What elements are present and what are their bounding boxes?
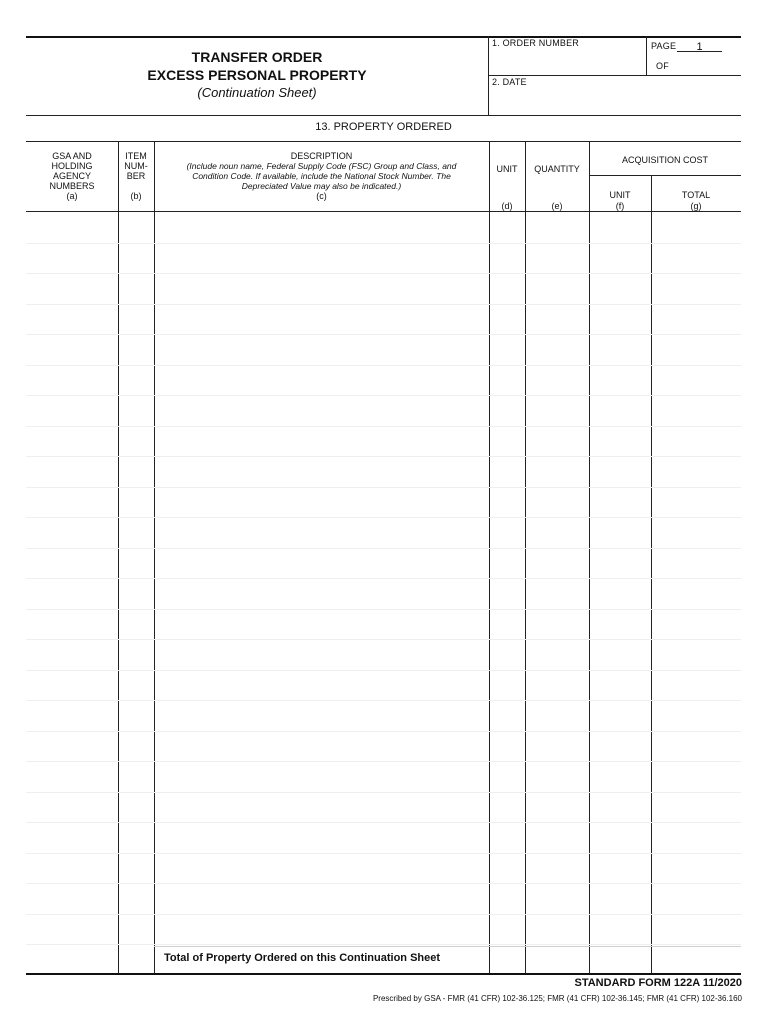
column-c-note2: Condition Code. If available, include the National Stock Number. The bbox=[192, 171, 451, 181]
column-e-label: QUANTITY bbox=[534, 164, 580, 174]
column-c-letter: (c) bbox=[316, 191, 327, 201]
column-b-line1: ITEM bbox=[125, 151, 147, 161]
entry-guide-line bbox=[26, 883, 741, 884]
column-f-label: UNIT bbox=[609, 190, 631, 200]
acquisition-cost-label: ACQUISITION COST bbox=[621, 155, 708, 165]
header-bottom-border bbox=[26, 115, 741, 116]
entry-guide-line bbox=[26, 700, 741, 701]
entry-guide-line bbox=[26, 426, 741, 427]
column-b-line2: NUM- bbox=[124, 161, 148, 171]
header-mid-line bbox=[488, 75, 741, 76]
entry-guide-line bbox=[26, 395, 741, 396]
property-entry-area[interactable] bbox=[26, 212, 741, 945]
total-cost-field[interactable] bbox=[651, 947, 741, 972]
column-c-note1: (Include noun name, Federal Supply Code (FSC) Group and Class, and bbox=[186, 161, 457, 171]
entry-guide-line bbox=[26, 243, 741, 244]
column-a-letter: (a) bbox=[66, 191, 78, 201]
total-unit-field[interactable] bbox=[489, 947, 525, 972]
form-subtitle: (Continuation Sheet) bbox=[197, 85, 317, 100]
entry-guide-line bbox=[26, 578, 741, 579]
column-f-letter: (f) bbox=[615, 201, 625, 211]
entry-guide-line bbox=[26, 517, 741, 518]
of-field[interactable] bbox=[677, 56, 722, 72]
of-label: OF bbox=[656, 61, 669, 71]
column-e-letter: (e) bbox=[551, 201, 563, 211]
entry-guide-line bbox=[26, 365, 741, 366]
total-quantity-field[interactable] bbox=[525, 947, 589, 972]
column-g-letter: (g) bbox=[690, 201, 702, 211]
column-a-line2: HOLDING bbox=[51, 161, 93, 171]
total-unit-cost-field[interactable] bbox=[589, 947, 651, 972]
entry-guide-line bbox=[26, 639, 741, 640]
entry-guide-line bbox=[26, 914, 741, 915]
top-border bbox=[26, 36, 741, 38]
form-number: STANDARD FORM 122A 11/2020 bbox=[574, 977, 742, 989]
column-b-letter: (b) bbox=[130, 191, 142, 201]
entry-guide-line bbox=[26, 334, 741, 335]
column-a-line4: NUMBERS bbox=[49, 181, 95, 191]
section-title: 13. PROPERTY ORDERED bbox=[315, 121, 452, 133]
form-title-line1: TRANSFER ORDER bbox=[191, 49, 323, 65]
form-title-line2: EXCESS PERSONAL PROPERTY bbox=[147, 67, 367, 83]
column-g-label: TOTAL bbox=[681, 190, 711, 200]
entry-guide-line bbox=[26, 456, 741, 457]
column-a-line3: AGENCY bbox=[52, 171, 91, 181]
entry-guide-line bbox=[26, 609, 741, 610]
bottom-border bbox=[26, 973, 741, 975]
column-a-line1: GSA AND bbox=[52, 151, 92, 161]
acquisition-cost-divider bbox=[589, 175, 741, 176]
entry-guide-line bbox=[26, 731, 741, 732]
entry-guide-line bbox=[26, 304, 741, 305]
page-divider bbox=[646, 36, 647, 76]
date-field[interactable] bbox=[490, 90, 740, 112]
entry-guide-line bbox=[26, 273, 741, 274]
column-c-title: DESCRIPTION bbox=[290, 151, 353, 161]
page-label: PAGE bbox=[651, 41, 677, 51]
order-number-field[interactable] bbox=[490, 50, 644, 74]
entry-guide-line bbox=[26, 944, 741, 945]
entry-guide-line bbox=[26, 792, 741, 793]
page-number-field[interactable] bbox=[677, 37, 722, 52]
page-number-value: 1 bbox=[696, 41, 703, 53]
column-d-label: UNIT bbox=[496, 164, 518, 174]
column-a-header bbox=[26, 151, 118, 201]
column-d-letter: (d) bbox=[501, 201, 513, 211]
column-c-header bbox=[154, 151, 489, 201]
entry-guide-line bbox=[26, 853, 741, 854]
entry-guide-line bbox=[26, 548, 741, 549]
column-b-line3: BER bbox=[126, 171, 146, 181]
order-number-label: 1. ORDER NUMBER bbox=[492, 38, 580, 48]
entry-guide-line bbox=[26, 670, 741, 671]
total-label: Total of Property Ordered on this Continuation Sheet bbox=[164, 952, 441, 964]
column-c-note3: Depreciated Value may also be indicated.) bbox=[241, 181, 402, 191]
column-b-header bbox=[118, 151, 154, 201]
date-label: 2. DATE bbox=[492, 77, 527, 87]
section-title-border bbox=[26, 141, 741, 142]
entry-guide-line bbox=[26, 487, 741, 488]
entry-guide-line bbox=[26, 822, 741, 823]
prescribed-by: Prescribed by GSA - FMR (41 CFR) 102-36.125; FMR (41 CFR) 102-36.145; FMR (41 CFR) 102-36.160 bbox=[372, 994, 742, 1003]
entry-guide-line bbox=[26, 761, 741, 762]
